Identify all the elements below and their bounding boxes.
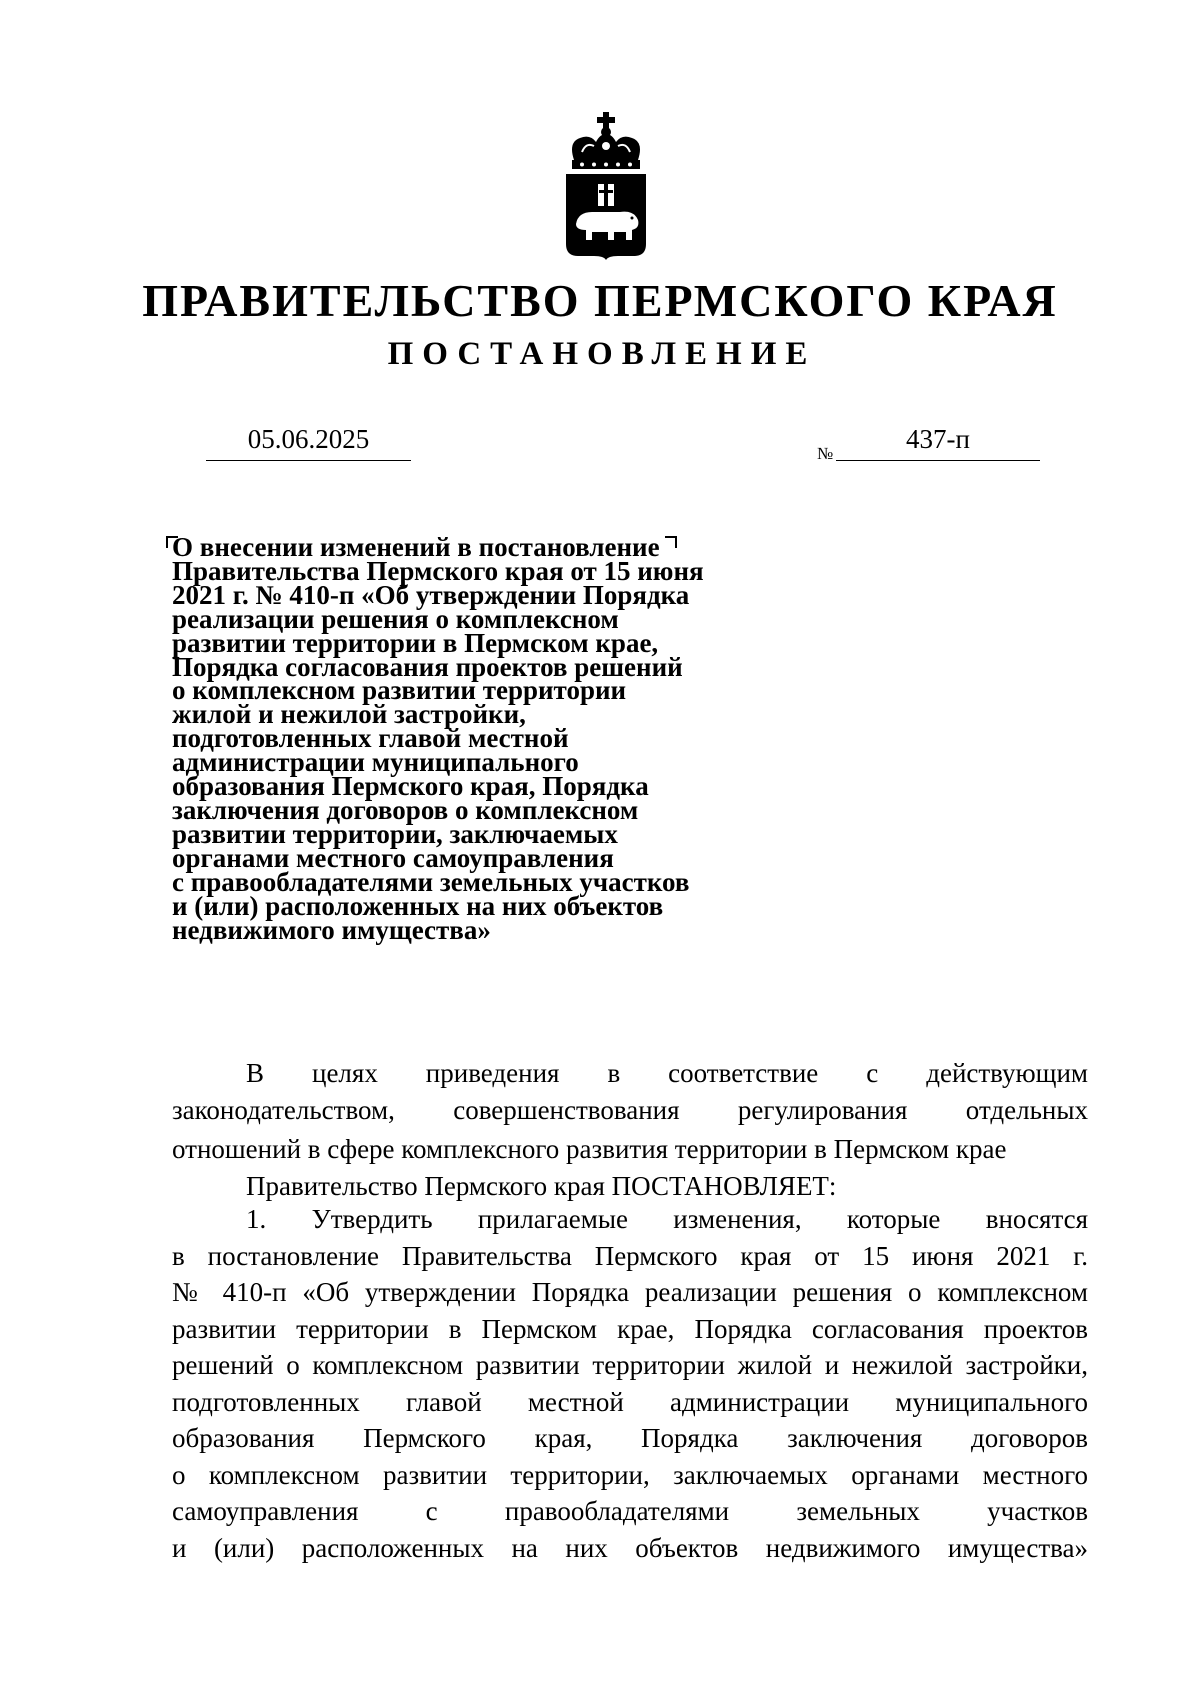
body-line: законодательством, совершенствования регулирования отдельных [172,1094,1088,1125]
subject-line: органами местного самоуправления [172,842,614,873]
subject-line: и (или) расположенных на них объектов [172,890,664,921]
body-line: решений о комплексном развитии территории жилой и нежилой застройки, [172,1350,1088,1380]
body-line: В целях приведения в соответствие с действующим [246,1058,1088,1088]
subject-line: образования Пермского края, Порядка [172,771,649,802]
body-line: образования Пермского края, Порядка заключения договоров [172,1423,1088,1453]
subject-line: подготовленных главой местной [172,723,569,754]
document-number: 437-п [836,424,1040,461]
subject-line: недвижимого имущества» [172,914,491,945]
subject-line: Правительства Пермского края от 15 июня [172,555,704,586]
subject-line: О внесении изменений в постановление [172,532,660,562]
document-subject [172,532,732,945]
body-line: о комплексном развитии территории, заключаемых органами местного [172,1459,1088,1490]
body-line: и (или) расположенных на них объектов недвижимого имущества» [172,1532,1088,1563]
body-line: № 410-п «Об утверждении Порядка реализации решения о комплексном [172,1277,1088,1307]
document-type: ПОСТАНОВЛЕНИЕ [387,336,817,372]
organization-title: ПРАВИТЕЛЬСТВО ПЕРМСКОГО КРАЯ [142,275,1058,326]
subject-line: развитии территории в Пермском крае, [172,627,659,658]
document-body [172,1058,1088,1569]
body-line: развитии территории в Пермском крае, Порядка согласования проектов [172,1313,1088,1344]
body-line: самоуправления с правообладателями земельных участков [172,1496,1088,1526]
body-line: в постановление Правительства Пермского края от 15 июня 2021 г. [172,1240,1088,1271]
subject-line: заключения договоров о комплексном [172,794,639,825]
subject-line: реализации решения о комплексном [172,603,619,634]
coat-of-arms-icon [562,112,650,260]
subject-line: 2021 г. № 410-п «Об утверждении Порядка [172,579,690,610]
subject-line: Порядка согласования проектов решений [172,651,683,682]
subject-line: о комплексном развитии территории [172,675,627,706]
document-date: 05.06.2025 [206,424,411,461]
subject-line: развитии территории, заключаемых [172,818,618,849]
body-line: подготовленных главой местной администрации муниципального [172,1386,1088,1417]
subject-line: жилой и нежилой застройки, [172,699,526,730]
number-sign: № [817,444,834,463]
resolution-statement: Правительство Пермского края ПОСТАНОВЛЯЕТ: [246,1170,837,1201]
body-line: отношений в сфере комплексного развития территории в Пермском крае [172,1134,1007,1164]
subject-line: администрации муниципального [172,747,579,778]
body-line: 1. Утвердить прилагаемые изменения, которые вносятся [246,1204,1088,1234]
subject-line: с правообладателями земельных участков [172,866,690,897]
